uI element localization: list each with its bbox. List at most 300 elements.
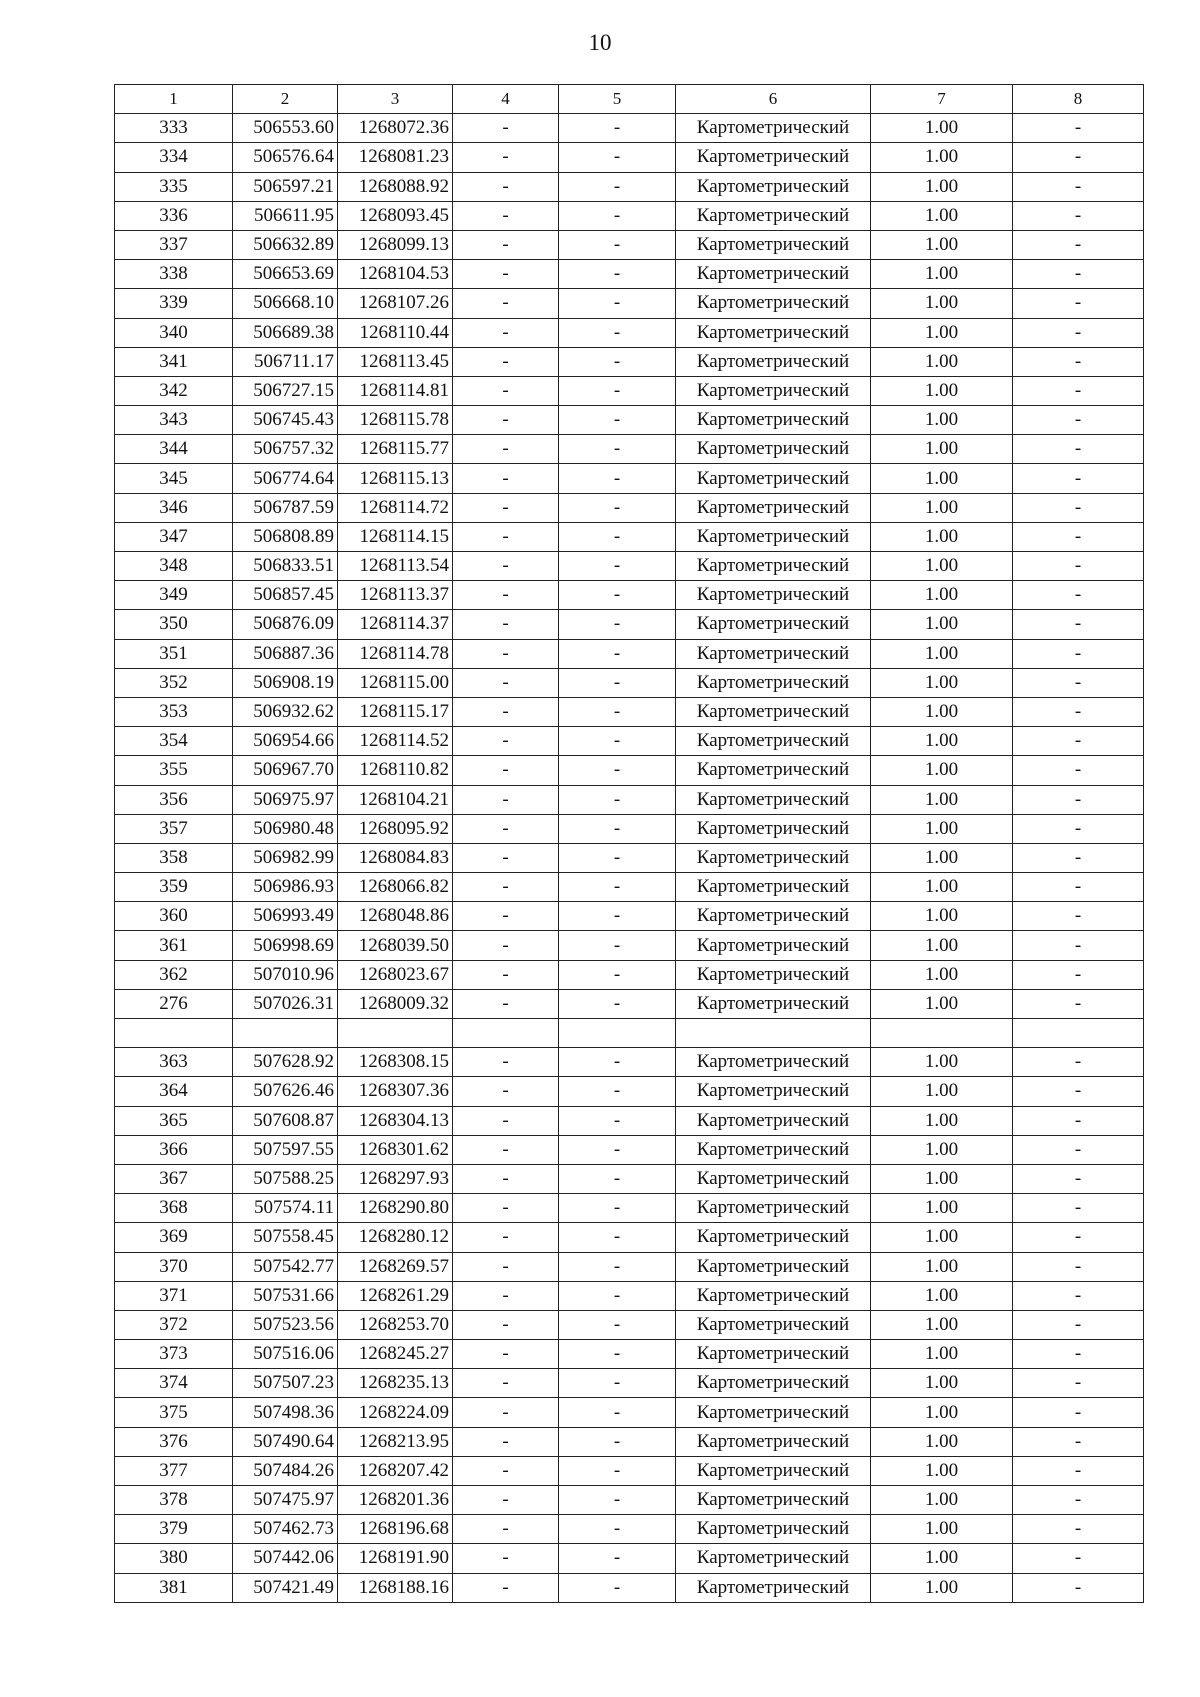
cell-method: Картометрический <box>676 668 871 697</box>
cell-coord-x: 506808.89 <box>233 522 338 551</box>
cell-point-number: 375 <box>115 1398 233 1427</box>
header-cell: 8 <box>1013 85 1144 114</box>
cell-method: Картометрический <box>676 960 871 989</box>
cell-col-8: - <box>1013 1106 1144 1135</box>
cell-col-4: - <box>453 1135 559 1164</box>
table-row <box>115 172 1144 201</box>
cell-coord-y: 1268297.93 <box>338 1164 453 1193</box>
cell-method: Картометрический <box>676 435 871 464</box>
cell-coord-x: 507628.92 <box>233 1048 338 1077</box>
cell-accuracy: 1.00 <box>871 814 1013 843</box>
table-row <box>115 1573 1144 1602</box>
cell-coord-x: 506980.48 <box>233 814 338 843</box>
table-body <box>115 85 1144 1603</box>
cell-coord-x: 507542.77 <box>233 1252 338 1281</box>
cell-point-number: 366 <box>115 1135 233 1164</box>
cell-method: Картометрический <box>676 1456 871 1485</box>
cell-method: Картометрический <box>676 1340 871 1369</box>
cell-coord-y: 1268114.37 <box>338 610 453 639</box>
cell-coord-x: 507588.25 <box>233 1164 338 1193</box>
cell-coord-x: 506653.69 <box>233 260 338 289</box>
coordinates-table <box>114 84 1144 1603</box>
cell-coord-y: 1268235.13 <box>338 1369 453 1398</box>
cell-point-number: 346 <box>115 493 233 522</box>
cell-col-4: - <box>453 1369 559 1398</box>
header-cell: 6 <box>676 85 871 114</box>
cell-coord-y: 1268201.36 <box>338 1486 453 1515</box>
cell-point-number: 348 <box>115 552 233 581</box>
header-cell: 2 <box>233 85 338 114</box>
cell-col-8: - <box>1013 1515 1144 1544</box>
table-row <box>115 1427 1144 1456</box>
table-row <box>115 931 1144 960</box>
cell-accuracy: 1.00 <box>871 1077 1013 1106</box>
table-row <box>115 902 1144 931</box>
table-row <box>115 376 1144 405</box>
cell-method <box>676 1019 871 1048</box>
table-row <box>115 668 1144 697</box>
cell-point-number: 365 <box>115 1106 233 1135</box>
cell-col-4: - <box>453 318 559 347</box>
cell-col-4: - <box>453 873 559 902</box>
cell-col-8: - <box>1013 785 1144 814</box>
cell-coord-y: 1268110.82 <box>338 756 453 785</box>
cell-col-8: - <box>1013 1398 1144 1427</box>
cell-col-5: - <box>559 1223 676 1252</box>
cell-col-4: - <box>453 785 559 814</box>
table-row <box>115 639 1144 668</box>
cell-coord-y: 1268081.23 <box>338 143 453 172</box>
cell-method: Картометрический <box>676 347 871 376</box>
cell-accuracy: 1.00 <box>871 1223 1013 1252</box>
cell-accuracy: 1.00 <box>871 143 1013 172</box>
cell-coord-x: 506632.89 <box>233 230 338 259</box>
cell-col-8: - <box>1013 727 1144 756</box>
cell-point-number: 362 <box>115 960 233 989</box>
cell-col-5: - <box>559 1135 676 1164</box>
cell-point-number: 343 <box>115 406 233 435</box>
cell-col-8: - <box>1013 1135 1144 1164</box>
cell-col-4: - <box>453 522 559 551</box>
cell-accuracy: 1.00 <box>871 318 1013 347</box>
cell-coord-x: 506576.64 <box>233 143 338 172</box>
cell-accuracy: 1.00 <box>871 289 1013 318</box>
cell-accuracy: 1.00 <box>871 902 1013 931</box>
cell-col-4: - <box>453 1340 559 1369</box>
cell-col-4: - <box>453 172 559 201</box>
cell-point-number: 380 <box>115 1544 233 1573</box>
cell-col-8: - <box>1013 697 1144 726</box>
cell-col-8: - <box>1013 114 1144 143</box>
cell-col-8: - <box>1013 1340 1144 1369</box>
cell-method: Картометрический <box>676 1398 871 1427</box>
cell-col-5: - <box>559 1310 676 1339</box>
table-row <box>115 1515 1144 1544</box>
cell-coord-x: 506998.69 <box>233 931 338 960</box>
cell-col-5: - <box>559 902 676 931</box>
table-row <box>115 1369 1144 1398</box>
table-row <box>115 1310 1144 1339</box>
cell-accuracy: 1.00 <box>871 756 1013 785</box>
cell-col-4: - <box>453 697 559 726</box>
cell-col-5: - <box>559 1544 676 1573</box>
cell-col-5: - <box>559 172 676 201</box>
cell-point-number: 337 <box>115 230 233 259</box>
cell-col-4: - <box>453 610 559 639</box>
table-row <box>115 1486 1144 1515</box>
cell-coord-x: 507516.06 <box>233 1340 338 1369</box>
cell-col-8: - <box>1013 1194 1144 1223</box>
header-cell: 1 <box>115 85 233 114</box>
cell-point-number: 377 <box>115 1456 233 1485</box>
cell-col-8: - <box>1013 260 1144 289</box>
cell-point-number: 368 <box>115 1194 233 1223</box>
table-row <box>115 260 1144 289</box>
cell-col-5: - <box>559 1515 676 1544</box>
cell-method: Картометрический <box>676 697 871 726</box>
cell-accuracy: 1.00 <box>871 406 1013 435</box>
cell-accuracy: 1.00 <box>871 172 1013 201</box>
cell-col-8: - <box>1013 843 1144 872</box>
cell-col-5: - <box>559 843 676 872</box>
cell-col-5: - <box>559 1194 676 1223</box>
cell-coord-x: 506668.10 <box>233 289 338 318</box>
cell-accuracy: 1.00 <box>871 639 1013 668</box>
table-row <box>115 1106 1144 1135</box>
table-row <box>115 873 1144 902</box>
table-row <box>115 1164 1144 1193</box>
cell-col-4: - <box>453 902 559 931</box>
cell-col-8: - <box>1013 435 1144 464</box>
cell-method: Картометрический <box>676 873 871 902</box>
table-row <box>115 552 1144 581</box>
cell-method: Картометрический <box>676 114 871 143</box>
cell-method: Картометрический <box>676 406 871 435</box>
cell-accuracy: 1.00 <box>871 931 1013 960</box>
cell-accuracy: 1.00 <box>871 727 1013 756</box>
cell-accuracy: 1.00 <box>871 1106 1013 1135</box>
cell-col-8: - <box>1013 464 1144 493</box>
table-row <box>115 1398 1144 1427</box>
table-row <box>115 1340 1144 1369</box>
cell-col-4: - <box>453 435 559 464</box>
header-cell: 7 <box>871 85 1013 114</box>
cell-col-8: - <box>1013 668 1144 697</box>
cell-point-number: 370 <box>115 1252 233 1281</box>
cell-col-8: - <box>1013 230 1144 259</box>
cell-coord-y: 1268245.27 <box>338 1340 453 1369</box>
cell-col-4: - <box>453 1573 559 1602</box>
cell-point-number: 361 <box>115 931 233 960</box>
cell-point-number: 340 <box>115 318 233 347</box>
cell-coord-y: 1268261.29 <box>338 1281 453 1310</box>
cell-coord-y: 1268113.54 <box>338 552 453 581</box>
cell-coord-x: 506711.17 <box>233 347 338 376</box>
cell-coord-y: 1268114.52 <box>338 727 453 756</box>
cell-point-number: 367 <box>115 1164 233 1193</box>
cell-coord-y: 1268048.86 <box>338 902 453 931</box>
cell-col-5: - <box>559 1486 676 1515</box>
cell-coord-y: 1268213.95 <box>338 1427 453 1456</box>
cell-col-4 <box>453 1019 559 1048</box>
cell-col-4: - <box>453 406 559 435</box>
cell-method: Картометрический <box>676 230 871 259</box>
cell-method: Картометрический <box>676 143 871 172</box>
cell-col-5: - <box>559 1340 676 1369</box>
cell-col-5: - <box>559 639 676 668</box>
cell-point-number: 364 <box>115 1077 233 1106</box>
cell-col-4: - <box>453 552 559 581</box>
cell-col-4: - <box>453 989 559 1018</box>
cell-accuracy <box>871 1019 1013 1048</box>
cell-accuracy: 1.00 <box>871 1194 1013 1223</box>
cell-col-8: - <box>1013 347 1144 376</box>
cell-coord-x: 507421.49 <box>233 1573 338 1602</box>
cell-method: Картометрический <box>676 727 871 756</box>
cell-accuracy: 1.00 <box>871 1252 1013 1281</box>
cell-col-5: - <box>559 1427 676 1456</box>
cell-coord-y: 1268114.72 <box>338 493 453 522</box>
cell-col-5: - <box>559 406 676 435</box>
cell-col-8: - <box>1013 1164 1144 1193</box>
cell-col-5: - <box>559 493 676 522</box>
cell-coord-y: 1268253.70 <box>338 1310 453 1339</box>
cell-coord-y: 1268114.15 <box>338 522 453 551</box>
table-row <box>115 581 1144 610</box>
cell-col-4: - <box>453 1544 559 1573</box>
cell-point-number: 374 <box>115 1369 233 1398</box>
cell-col-5: - <box>559 1106 676 1135</box>
cell-coord-x: 507626.46 <box>233 1077 338 1106</box>
cell-accuracy: 1.00 <box>871 1135 1013 1164</box>
cell-method: Картометрический <box>676 1135 871 1164</box>
cell-point-number: 344 <box>115 435 233 464</box>
cell-point-number: 360 <box>115 902 233 931</box>
cell-col-4: - <box>453 376 559 405</box>
cell-col-5: - <box>559 435 676 464</box>
cell-accuracy: 1.00 <box>871 1310 1013 1339</box>
cell-col-4: - <box>453 1486 559 1515</box>
cell-coord-x: 507484.26 <box>233 1456 338 1485</box>
cell-col-4: - <box>453 493 559 522</box>
table-row <box>115 1456 1144 1485</box>
cell-coord-y: 1268104.21 <box>338 785 453 814</box>
cell-point-number: 378 <box>115 1486 233 1515</box>
cell-col-4: - <box>453 727 559 756</box>
cell-point-number: 347 <box>115 522 233 551</box>
cell-coord-y: 1268191.90 <box>338 1544 453 1573</box>
cell-col-8: - <box>1013 172 1144 201</box>
cell-col-5: - <box>559 376 676 405</box>
cell-point-number: 350 <box>115 610 233 639</box>
cell-col-5: - <box>559 464 676 493</box>
cell-accuracy: 1.00 <box>871 668 1013 697</box>
cell-col-8: - <box>1013 873 1144 902</box>
cell-col-4: - <box>453 960 559 989</box>
cell-method: Картометрический <box>676 931 871 960</box>
cell-coord-x: 506986.93 <box>233 873 338 902</box>
cell-col-4: - <box>453 756 559 785</box>
table-row <box>115 201 1144 230</box>
cell-accuracy: 1.00 <box>871 230 1013 259</box>
cell-coord-y: 1268115.77 <box>338 435 453 464</box>
cell-col-5: - <box>559 1398 676 1427</box>
cell-col-8: - <box>1013 1281 1144 1310</box>
cell-col-8: - <box>1013 960 1144 989</box>
cell-accuracy: 1.00 <box>871 114 1013 143</box>
cell-method: Картометрический <box>676 260 871 289</box>
cell-coord-y: 1268084.83 <box>338 843 453 872</box>
cell-point-number: 334 <box>115 143 233 172</box>
cell-point-number: 372 <box>115 1310 233 1339</box>
cell-col-5: - <box>559 1252 676 1281</box>
cell-col-4: - <box>453 260 559 289</box>
cell-col-8: - <box>1013 1369 1144 1398</box>
cell-col-4: - <box>453 1398 559 1427</box>
cell-coord-x: 507597.55 <box>233 1135 338 1164</box>
cell-col-8 <box>1013 1019 1144 1048</box>
cell-coord-y: 1268301.62 <box>338 1135 453 1164</box>
cell-coord-x: 507462.73 <box>233 1515 338 1544</box>
cell-method: Картометрический <box>676 1573 871 1602</box>
cell-point-number: 359 <box>115 873 233 902</box>
cell-col-5: - <box>559 1077 676 1106</box>
cell-point-number: 345 <box>115 464 233 493</box>
cell-coord-x: 507490.64 <box>233 1427 338 1456</box>
cell-col-4: - <box>453 814 559 843</box>
cell-col-5: - <box>559 230 676 259</box>
cell-coord-y: 1268114.81 <box>338 376 453 405</box>
cell-point-number: 355 <box>115 756 233 785</box>
table-row <box>115 1544 1144 1573</box>
cell-method: Картометрический <box>676 289 871 318</box>
cell-col-8: - <box>1013 1427 1144 1456</box>
cell-coord-x: 506833.51 <box>233 552 338 581</box>
cell-coord-y: 1268039.50 <box>338 931 453 960</box>
cell-method: Картометрический <box>676 1223 871 1252</box>
cell-method: Картометрический <box>676 1106 871 1135</box>
cell-coord-y: 1268269.57 <box>338 1252 453 1281</box>
table-row <box>115 143 1144 172</box>
cell-col-4: - <box>453 639 559 668</box>
cell-method: Картометрический <box>676 172 871 201</box>
table-row <box>115 1077 1144 1106</box>
cell-coord-x: 506597.21 <box>233 172 338 201</box>
cell-col-5: - <box>559 873 676 902</box>
cell-coord-y: 1268113.37 <box>338 581 453 610</box>
cell-coord-x: 506967.70 <box>233 756 338 785</box>
cell-point-number: 373 <box>115 1340 233 1369</box>
cell-accuracy: 1.00 <box>871 610 1013 639</box>
table-row <box>115 289 1144 318</box>
cell-point-number: 356 <box>115 785 233 814</box>
cell-method: Картометрический <box>676 843 871 872</box>
header-row <box>115 85 1144 114</box>
cell-point-number: 379 <box>115 1515 233 1544</box>
cell-col-5 <box>559 1019 676 1048</box>
page-number: 10 <box>588 30 612 55</box>
cell-coord-x: 506908.19 <box>233 668 338 697</box>
table-row <box>115 785 1144 814</box>
cell-coord-y: 1268188.16 <box>338 1573 453 1602</box>
table-row <box>115 230 1144 259</box>
cell-coord-y: 1268290.80 <box>338 1194 453 1223</box>
cell-coord-y: 1268207.42 <box>338 1456 453 1485</box>
cell-col-4: - <box>453 1456 559 1485</box>
cell-method: Картометрический <box>676 581 871 610</box>
cell-point-number: 333 <box>115 114 233 143</box>
cell-coord-y: 1268088.92 <box>338 172 453 201</box>
cell-method: Картометрический <box>676 1077 871 1106</box>
cell-col-4: - <box>453 1310 559 1339</box>
cell-col-4: - <box>453 843 559 872</box>
cell-col-4: - <box>453 1164 559 1193</box>
cell-coord-y: 1268009.32 <box>338 989 453 1018</box>
cell-col-5: - <box>559 1456 676 1485</box>
cell-col-4: - <box>453 1048 559 1077</box>
cell-col-5: - <box>559 143 676 172</box>
cell-col-5: - <box>559 960 676 989</box>
cell-method: Картометрический <box>676 201 871 230</box>
cell-coord-y: 1268115.78 <box>338 406 453 435</box>
cell-coord-x: 506887.36 <box>233 639 338 668</box>
cell-coord-x: 506932.62 <box>233 697 338 726</box>
cell-col-8: - <box>1013 1456 1144 1485</box>
cell-col-5: - <box>559 522 676 551</box>
cell-accuracy: 1.00 <box>871 493 1013 522</box>
table-row <box>115 756 1144 785</box>
cell-col-4: - <box>453 1106 559 1135</box>
cell-accuracy: 1.00 <box>871 1164 1013 1193</box>
cell-col-4: - <box>453 1077 559 1106</box>
cell-method: Картометрический <box>676 639 871 668</box>
cell-point-number: 357 <box>115 814 233 843</box>
cell-accuracy: 1.00 <box>871 464 1013 493</box>
cell-coord-x: 506727.15 <box>233 376 338 405</box>
cell-col-8: - <box>1013 201 1144 230</box>
cell-col-4: - <box>453 931 559 960</box>
cell-col-4: - <box>453 1427 559 1456</box>
cell-col-5: - <box>559 114 676 143</box>
cell-point-number: 276 <box>115 989 233 1018</box>
cell-col-8: - <box>1013 1223 1144 1252</box>
cell-col-5: - <box>559 347 676 376</box>
cell-method: Картометрический <box>676 464 871 493</box>
cell-accuracy: 1.00 <box>871 960 1013 989</box>
cell-point-number: 371 <box>115 1281 233 1310</box>
cell-col-8: - <box>1013 289 1144 318</box>
cell-coord-x: 507475.97 <box>233 1486 338 1515</box>
cell-method: Картометрический <box>676 1310 871 1339</box>
header-cell: 4 <box>453 85 559 114</box>
cell-method: Картометрический <box>676 1281 871 1310</box>
cell-point-number: 369 <box>115 1223 233 1252</box>
cell-accuracy: 1.00 <box>871 1281 1013 1310</box>
cell-coord-x: 506787.59 <box>233 493 338 522</box>
table-row <box>115 610 1144 639</box>
cell-col-4: - <box>453 230 559 259</box>
cell-coord-x: 506553.60 <box>233 114 338 143</box>
cell-accuracy: 1.00 <box>871 1544 1013 1573</box>
cell-col-5: - <box>559 1369 676 1398</box>
cell-accuracy: 1.00 <box>871 1486 1013 1515</box>
cell-coord-x: 506876.09 <box>233 610 338 639</box>
cell-coord-y: 1268224.09 <box>338 1398 453 1427</box>
header-cell: 3 <box>338 85 453 114</box>
cell-point-number: 352 <box>115 668 233 697</box>
cell-col-8: - <box>1013 1486 1144 1515</box>
cell-method: Картометрический <box>676 1369 871 1398</box>
